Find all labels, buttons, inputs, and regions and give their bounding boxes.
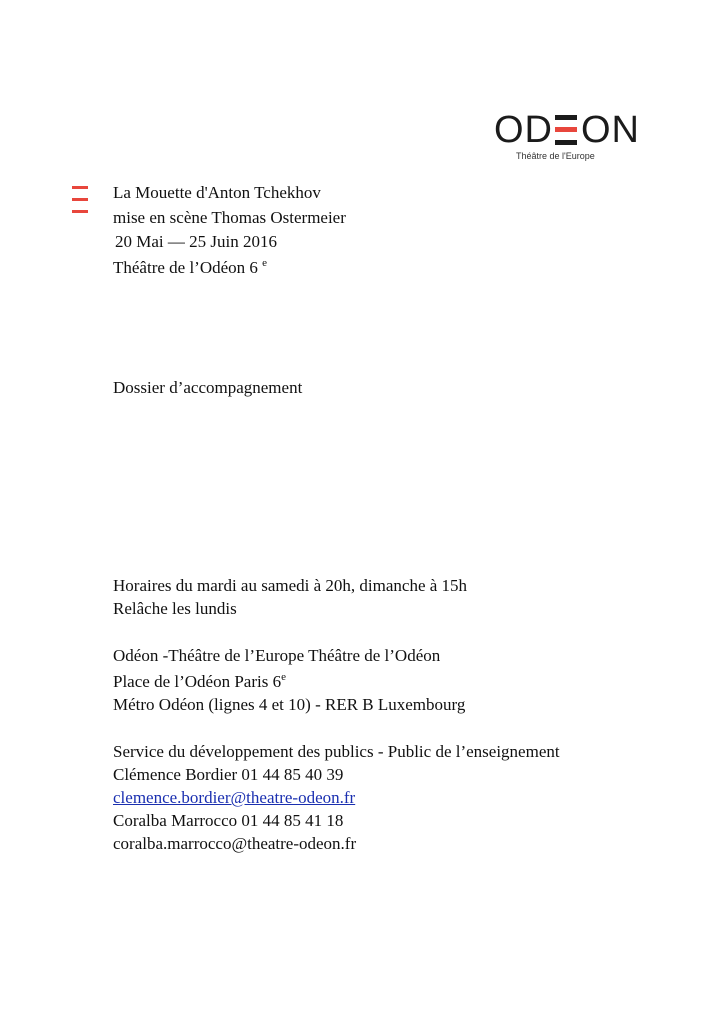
logo-word-left: OD <box>494 109 553 151</box>
logo-word-right: ON <box>581 109 640 151</box>
contact-1-email-link[interactable]: clemence.bordier@theatre-odeon.fr <box>113 788 356 807</box>
logo-e-bars-icon <box>555 115 577 145</box>
schedule-closed: Relâche les lundis <box>113 599 237 618</box>
venue-text: Théâtre de l’Odéon 6 <box>113 258 258 277</box>
contact-2-email: coralba.marrocco@theatre-odeon.fr <box>113 834 357 853</box>
venue-superscript: e <box>262 257 268 269</box>
address-line-2-text: Place de l’Odéon Paris 6 <box>113 672 282 691</box>
address-line-3: Métro Odéon (lignes 4 et 10) - RER B Luxembourg <box>113 695 466 714</box>
logo-wordmark <box>494 108 640 152</box>
logo-subtitle: Théâtre de l'Europe <box>516 151 595 161</box>
address-line-1: Odéon -Théâtre de l’Europe Théâtre de l’Odéon <box>113 646 441 665</box>
address-superscript: e <box>281 671 286 683</box>
schedule-hours: Horaires du mardi au samedi à 20h, dimanche à 15h <box>113 576 468 595</box>
document-type: Dossier d’accompagnement <box>113 378 303 397</box>
production-dates: 20 Mai — 25 Juin 2016 <box>115 232 277 251</box>
contact-2-phone: Coralba Marrocco 01 44 85 41 18 <box>113 811 344 830</box>
address-line-2 <box>113 671 286 693</box>
odeon-e-bars-icon <box>72 186 88 216</box>
production-venue <box>113 257 267 279</box>
odeon-logo <box>480 104 648 168</box>
production-director: mise en scène Thomas Ostermeier <box>113 208 346 227</box>
production-title: La Mouette d'Anton Tchekhov <box>113 183 321 202</box>
contacts-service: Service du développement des publics - Public de l’enseignement <box>113 742 560 761</box>
contact-1-phone: Clémence Bordier 01 44 85 40 39 <box>113 765 344 784</box>
